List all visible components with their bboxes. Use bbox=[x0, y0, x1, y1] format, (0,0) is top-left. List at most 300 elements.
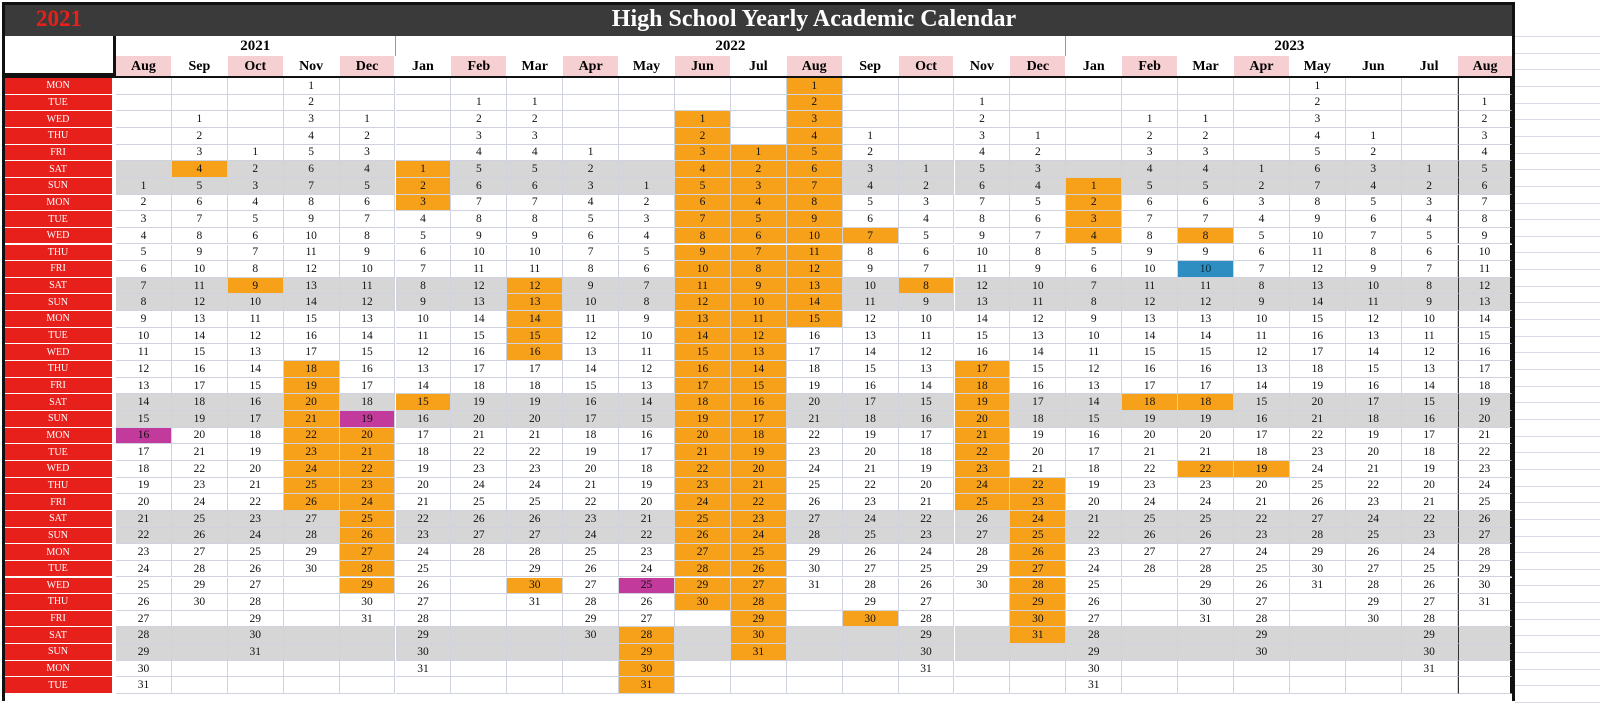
corner-year: 2021 bbox=[36, 6, 82, 31]
day-cell: 19 bbox=[1122, 411, 1178, 428]
day-cell: 11 bbox=[619, 344, 675, 361]
day-cell: 16 bbox=[1066, 428, 1122, 445]
day-cell: 2 bbox=[1234, 178, 1290, 195]
sheet-gridline bbox=[1515, 402, 1600, 403]
day-cell-empty bbox=[1290, 677, 1346, 694]
day-cell-empty bbox=[955, 677, 1011, 694]
day-cell-highlight: 22 bbox=[340, 461, 396, 478]
day-cell: 9 bbox=[1290, 211, 1346, 228]
day-cell: 22 bbox=[787, 428, 843, 445]
day-cell-empty bbox=[396, 78, 452, 95]
sheet-gridline bbox=[1515, 219, 1600, 220]
day-cell: 21 bbox=[1066, 511, 1122, 528]
day-cell-empty bbox=[843, 677, 899, 694]
day-cell-empty bbox=[1290, 661, 1346, 678]
day-cell: 6 bbox=[1402, 245, 1458, 262]
year-header: 2022 bbox=[396, 36, 1067, 56]
day-cell: 20 bbox=[228, 461, 284, 478]
day-cell-highlight: 16 bbox=[675, 361, 731, 378]
day-cell: 8 bbox=[1458, 211, 1514, 228]
day-cell-empty bbox=[340, 78, 396, 95]
day-cell-highlight: 21 bbox=[955, 428, 1011, 445]
day-cell-highlight: 26 bbox=[731, 561, 787, 578]
day-cell: 2 bbox=[284, 95, 340, 112]
day-cell: 9 bbox=[1458, 228, 1514, 245]
day-cell-empty bbox=[843, 644, 899, 661]
day-cell: 15 bbox=[116, 411, 172, 428]
weekday-label: THU bbox=[4, 478, 112, 495]
day-cell: 27 bbox=[284, 511, 340, 528]
sheet-gridline bbox=[1515, 69, 1600, 70]
weekday-label: THU bbox=[4, 361, 112, 378]
month-header: Mar bbox=[1178, 56, 1234, 77]
day-cell-empty bbox=[955, 78, 1011, 95]
sheet-gridline bbox=[1515, 486, 1600, 487]
sheet-gridline bbox=[1515, 252, 1600, 253]
month-header: Aug bbox=[787, 56, 843, 77]
day-cell: 27 bbox=[787, 511, 843, 528]
day-cell: 9 bbox=[1178, 245, 1234, 262]
day-cell: 3 bbox=[1402, 195, 1458, 212]
day-cell: 30 bbox=[1346, 611, 1402, 628]
day-cell: 24 bbox=[1122, 494, 1178, 511]
day-cell: 7 bbox=[955, 195, 1011, 212]
day-cell: 13 bbox=[1066, 378, 1122, 395]
day-cell-empty bbox=[172, 78, 228, 95]
weekday-label: TUE bbox=[4, 677, 112, 694]
weekday-label: THU bbox=[4, 128, 112, 145]
day-cell-empty bbox=[675, 627, 731, 644]
day-cell-empty bbox=[899, 128, 955, 145]
day-cell-highlight: 15 bbox=[507, 328, 563, 345]
day-cell-highlight: 16 bbox=[731, 394, 787, 411]
day-cell: 15 bbox=[619, 411, 675, 428]
day-cell: 4 bbox=[1458, 145, 1514, 162]
day-cell: 6 bbox=[116, 261, 172, 278]
sheet-gridline bbox=[1515, 86, 1600, 87]
day-cell-highlight: 6 bbox=[787, 161, 843, 178]
day-cell: 3 bbox=[116, 211, 172, 228]
day-cell: 30 bbox=[787, 561, 843, 578]
day-cell-highlight: 15 bbox=[396, 394, 452, 411]
day-cell-empty bbox=[1122, 578, 1178, 595]
day-cell: 2 bbox=[451, 111, 507, 128]
day-cell: 8 bbox=[172, 228, 228, 245]
header-divider bbox=[2, 76, 1515, 78]
day-cell: 6 bbox=[955, 178, 1011, 195]
day-cell: 10 bbox=[1010, 278, 1066, 295]
day-cell: 5 bbox=[1290, 145, 1346, 162]
day-cell: 7 bbox=[284, 178, 340, 195]
sheet-gridline bbox=[1515, 669, 1600, 670]
day-cell: 23 bbox=[1458, 461, 1514, 478]
day-cell-empty bbox=[843, 78, 899, 95]
day-cell: 20 bbox=[899, 478, 955, 495]
day-cell-empty bbox=[284, 661, 340, 678]
day-cell: 7 bbox=[619, 278, 675, 295]
day-cell-empty bbox=[675, 78, 731, 95]
day-cell: 20 bbox=[1066, 494, 1122, 511]
day-cell: 18 bbox=[451, 378, 507, 395]
sheet-gridline bbox=[1515, 602, 1600, 603]
day-cell-empty bbox=[619, 95, 675, 112]
day-cell: 19 bbox=[116, 478, 172, 495]
day-cell-highlight: 10 bbox=[787, 228, 843, 245]
day-cell: 7 bbox=[899, 261, 955, 278]
day-cell-empty bbox=[899, 111, 955, 128]
day-cell: 8 bbox=[451, 211, 507, 228]
corner-year-cell bbox=[2, 2, 116, 36]
day-cell: 31 bbox=[787, 578, 843, 595]
weekday-label: FRI bbox=[4, 494, 112, 511]
day-cell-empty bbox=[1010, 95, 1066, 112]
day-cell: 12 bbox=[451, 278, 507, 295]
day-cell: 16 bbox=[787, 328, 843, 345]
day-cell: 18 bbox=[1346, 411, 1402, 428]
day-cell: 21 bbox=[228, 478, 284, 495]
day-cell: 29 bbox=[284, 544, 340, 561]
day-cell-highlight: 19 bbox=[284, 378, 340, 395]
day-cell-highlight: 2 bbox=[675, 128, 731, 145]
day-cell: 28 bbox=[116, 627, 172, 644]
day-cell-highlight: 21 bbox=[284, 411, 340, 428]
day-cell: 21 bbox=[563, 478, 619, 495]
day-cell-highlight: 28 bbox=[675, 561, 731, 578]
day-cell: 24 bbox=[787, 461, 843, 478]
day-cell: 2 bbox=[843, 145, 899, 162]
weekday-label: MON bbox=[4, 544, 112, 561]
day-cell-highlight: 15 bbox=[787, 311, 843, 328]
day-cell-empty bbox=[116, 95, 172, 112]
day-cell: 19 bbox=[899, 461, 955, 478]
day-cell-highlight: 26 bbox=[1010, 544, 1066, 561]
day-cell-empty bbox=[787, 611, 843, 628]
day-cell: 21 bbox=[787, 411, 843, 428]
month-header: Jun bbox=[675, 56, 731, 77]
day-cell: 26 bbox=[563, 561, 619, 578]
day-cell: 27 bbox=[1346, 561, 1402, 578]
day-cell: 25 bbox=[1178, 511, 1234, 528]
day-cell: 27 bbox=[228, 578, 284, 595]
day-cell-empty bbox=[955, 627, 1011, 644]
day-cell: 21 bbox=[899, 494, 955, 511]
day-cell-highlight: 23 bbox=[1010, 494, 1066, 511]
day-cell-highlight: 26 bbox=[284, 494, 340, 511]
day-cell: 11 bbox=[284, 245, 340, 262]
day-cell: 14 bbox=[451, 311, 507, 328]
day-cell: 4 bbox=[1290, 128, 1346, 145]
day-cell: 30 bbox=[116, 661, 172, 678]
sheet-gridline bbox=[1515, 302, 1600, 303]
day-cell: 20 bbox=[396, 478, 452, 495]
day-cell: 20 bbox=[172, 428, 228, 445]
day-cell: 27 bbox=[507, 528, 563, 545]
day-cell: 16 bbox=[1346, 378, 1402, 395]
sheet-gridline bbox=[1515, 319, 1600, 320]
sheet-gridline bbox=[1515, 519, 1600, 520]
day-cell-highlight: 18 bbox=[284, 361, 340, 378]
day-cell-empty bbox=[1402, 111, 1458, 128]
day-cell-highlight: 3 bbox=[1066, 211, 1122, 228]
day-cell: 29 bbox=[1234, 627, 1290, 644]
day-cell: 6 bbox=[1290, 161, 1346, 178]
day-cell: 6 bbox=[1066, 261, 1122, 278]
day-cell-empty bbox=[1178, 661, 1234, 678]
month-header: Aug bbox=[1458, 56, 1514, 77]
day-cell-highlight: 26 bbox=[340, 528, 396, 545]
day-cell: 27 bbox=[172, 544, 228, 561]
year-header: 2023 bbox=[1066, 36, 1513, 56]
day-cell-empty bbox=[1346, 677, 1402, 694]
day-cell: 12 bbox=[1234, 344, 1290, 361]
day-cell: 15 bbox=[1010, 361, 1066, 378]
day-cell-empty bbox=[340, 661, 396, 678]
day-cell-highlight: 20 bbox=[284, 394, 340, 411]
day-cell: 10 bbox=[1290, 228, 1346, 245]
day-cell: 27 bbox=[899, 594, 955, 611]
day-cell-event: 25 bbox=[619, 578, 675, 595]
day-cell-highlight: 23 bbox=[955, 461, 1011, 478]
day-cell-empty bbox=[1122, 78, 1178, 95]
day-cell: 6 bbox=[1122, 195, 1178, 212]
day-cell-highlight: 12 bbox=[507, 278, 563, 295]
day-cell: 30 bbox=[228, 627, 284, 644]
day-cell-empty bbox=[955, 594, 1011, 611]
month-header: May bbox=[1290, 56, 1346, 77]
day-cell-empty bbox=[675, 661, 731, 678]
day-cell: 8 bbox=[1122, 228, 1178, 245]
day-cell: 10 bbox=[1402, 311, 1458, 328]
day-cell: 10 bbox=[116, 328, 172, 345]
day-cell: 5 bbox=[619, 245, 675, 262]
day-cell: 5 bbox=[116, 245, 172, 262]
day-cell: 25 bbox=[899, 561, 955, 578]
day-cell-highlight: 4 bbox=[731, 195, 787, 212]
sheet-gridline bbox=[1515, 286, 1600, 287]
day-cell: 26 bbox=[1290, 494, 1346, 511]
day-cell-highlight: 18 bbox=[1178, 394, 1234, 411]
day-cell: 21 bbox=[619, 511, 675, 528]
day-cell: 6 bbox=[1234, 245, 1290, 262]
day-cell: 10 bbox=[955, 245, 1011, 262]
day-cell: 19 bbox=[228, 444, 284, 461]
day-cell-empty bbox=[451, 661, 507, 678]
day-cell: 19 bbox=[1346, 428, 1402, 445]
day-cell: 9 bbox=[340, 245, 396, 262]
day-cell-highlight: 1 bbox=[1066, 178, 1122, 195]
day-cell: 28 bbox=[843, 578, 899, 595]
day-cell: 13 bbox=[843, 328, 899, 345]
day-cell: 4 bbox=[340, 161, 396, 178]
day-cell: 29 bbox=[1178, 578, 1234, 595]
day-cell-highlight: 10 bbox=[675, 261, 731, 278]
day-cell-empty bbox=[619, 128, 675, 145]
day-cell-empty bbox=[1234, 78, 1290, 95]
day-cell: 20 bbox=[116, 494, 172, 511]
day-cell: 7 bbox=[340, 211, 396, 228]
day-cell: 22 bbox=[1122, 461, 1178, 478]
day-cell-empty bbox=[1178, 644, 1234, 661]
day-cell-empty bbox=[1178, 78, 1234, 95]
day-cell: 12 bbox=[899, 344, 955, 361]
day-cell-event: 16 bbox=[116, 428, 172, 445]
day-cell: 1 bbox=[1402, 161, 1458, 178]
day-cell-empty bbox=[1066, 111, 1122, 128]
day-cell: 13 bbox=[1178, 311, 1234, 328]
day-cell: 3 bbox=[1290, 111, 1346, 128]
day-cell: 2 bbox=[899, 178, 955, 195]
day-cell: 11 bbox=[1458, 261, 1514, 278]
day-cell: 10 bbox=[1234, 311, 1290, 328]
month-header: Jan bbox=[396, 56, 452, 77]
calendar-border-left bbox=[2, 2, 5, 701]
day-cell: 17 bbox=[1458, 361, 1514, 378]
day-cell-empty bbox=[451, 594, 507, 611]
day-cell: 6 bbox=[1010, 211, 1066, 228]
day-cell-highlight: 9 bbox=[675, 245, 731, 262]
day-cell: 22 bbox=[563, 494, 619, 511]
day-cell-highlight: 15 bbox=[675, 344, 731, 361]
day-cell: 31 bbox=[507, 594, 563, 611]
day-cell-highlight: 23 bbox=[731, 511, 787, 528]
day-cell-highlight: 22 bbox=[1178, 461, 1234, 478]
day-cell-empty bbox=[899, 78, 955, 95]
day-cell: 7 bbox=[1346, 228, 1402, 245]
day-cell: 17 bbox=[1178, 378, 1234, 395]
day-cell: 31 bbox=[1178, 611, 1234, 628]
day-cell: 28 bbox=[1402, 611, 1458, 628]
day-cell: 3 bbox=[899, 195, 955, 212]
day-cell-highlight: 24 bbox=[675, 494, 731, 511]
day-cell: 18 bbox=[619, 461, 675, 478]
day-cell: 22 bbox=[1234, 511, 1290, 528]
month-header: Jan bbox=[1066, 56, 1122, 77]
day-cell-highlight: 30 bbox=[507, 578, 563, 595]
day-cell: 19 bbox=[1010, 428, 1066, 445]
day-cell-highlight: 7 bbox=[675, 211, 731, 228]
day-cell: 29 bbox=[1402, 627, 1458, 644]
day-cell: 8 bbox=[955, 211, 1011, 228]
day-cell-empty bbox=[787, 661, 843, 678]
day-cell: 4 bbox=[563, 195, 619, 212]
day-cell-highlight: 18 bbox=[675, 394, 731, 411]
day-cell: 15 bbox=[172, 344, 228, 361]
day-cell: 26 bbox=[787, 494, 843, 511]
day-cell: 29 bbox=[172, 578, 228, 595]
weekday-label: WED bbox=[4, 111, 112, 128]
day-cell-highlight: 8 bbox=[1178, 228, 1234, 245]
day-cell: 2 bbox=[619, 195, 675, 212]
day-cell: 12 bbox=[1290, 261, 1346, 278]
day-cell-empty bbox=[563, 661, 619, 678]
weekday-label: WED bbox=[4, 344, 112, 361]
day-cell: 31 bbox=[1458, 594, 1514, 611]
day-cell: 27 bbox=[955, 528, 1011, 545]
sheet-gridline bbox=[1515, 103, 1600, 104]
day-cell: 16 bbox=[1234, 411, 1290, 428]
day-cell-highlight: 24 bbox=[1010, 511, 1066, 528]
day-cell: 22 bbox=[228, 494, 284, 511]
day-cell: 5 bbox=[1178, 178, 1234, 195]
day-cell: 10 bbox=[507, 245, 563, 262]
day-cell-highlight: 3 bbox=[675, 145, 731, 162]
day-cell: 3 bbox=[451, 128, 507, 145]
day-cell-highlight: 29 bbox=[619, 644, 675, 661]
day-cell: 16 bbox=[1458, 344, 1514, 361]
day-cell: 16 bbox=[955, 344, 1011, 361]
day-cell-highlight: 1 bbox=[787, 78, 843, 95]
day-cell-highlight: 23 bbox=[340, 478, 396, 495]
day-cell: 17 bbox=[1346, 394, 1402, 411]
sheet-gridline bbox=[1515, 436, 1600, 437]
day-cell-highlight: 19 bbox=[955, 394, 1011, 411]
weekday-label: FRI bbox=[4, 261, 112, 278]
day-cell: 25 bbox=[1458, 494, 1514, 511]
day-cell-empty bbox=[1458, 78, 1514, 95]
day-cell-empty bbox=[1066, 78, 1122, 95]
day-cell: 13 bbox=[1122, 311, 1178, 328]
day-cell-empty bbox=[228, 661, 284, 678]
day-cell: 30 bbox=[1234, 644, 1290, 661]
day-cell: 17 bbox=[116, 444, 172, 461]
day-cell-highlight: 3 bbox=[396, 195, 452, 212]
sheet-gridline bbox=[1515, 269, 1600, 270]
day-cell: 29 bbox=[1066, 644, 1122, 661]
day-cell-empty bbox=[899, 677, 955, 694]
day-cell-highlight: 21 bbox=[675, 444, 731, 461]
day-cell: 20 bbox=[1346, 444, 1402, 461]
sheet-gridline bbox=[1515, 619, 1600, 620]
day-cell: 13 bbox=[1010, 328, 1066, 345]
day-cell-highlight: 28 bbox=[619, 627, 675, 644]
day-cell-empty bbox=[116, 145, 172, 162]
weekday-label: SAT bbox=[4, 394, 112, 411]
day-cell: 9 bbox=[1122, 245, 1178, 262]
day-cell: 10 bbox=[284, 228, 340, 245]
day-cell-highlight: 9 bbox=[787, 211, 843, 228]
day-cell: 11 bbox=[396, 328, 452, 345]
day-cell-empty bbox=[228, 95, 284, 112]
day-cell-empty bbox=[1066, 128, 1122, 145]
day-cell: 17 bbox=[899, 428, 955, 445]
day-cell: 8 bbox=[563, 261, 619, 278]
day-cell: 27 bbox=[1066, 611, 1122, 628]
weekday-label: TUE bbox=[4, 328, 112, 345]
day-cell: 30 bbox=[899, 644, 955, 661]
day-cell: 27 bbox=[1458, 528, 1514, 545]
day-cell: 4 bbox=[116, 228, 172, 245]
day-cell: 25 bbox=[1346, 528, 1402, 545]
day-cell: 23 bbox=[787, 444, 843, 461]
day-cell: 15 bbox=[1234, 394, 1290, 411]
day-cell: 4 bbox=[843, 178, 899, 195]
day-cell: 26 bbox=[228, 561, 284, 578]
day-cell: 31 bbox=[1066, 677, 1122, 694]
day-cell: 20 bbox=[787, 394, 843, 411]
day-cell-highlight: 4 bbox=[172, 161, 228, 178]
day-cell: 10 bbox=[1458, 245, 1514, 262]
sheet-gridline bbox=[1515, 452, 1600, 453]
day-cell-empty bbox=[1234, 95, 1290, 112]
day-cell: 17 bbox=[1290, 344, 1346, 361]
day-cell: 10 bbox=[1122, 261, 1178, 278]
day-cell-empty bbox=[1122, 644, 1178, 661]
day-cell-empty bbox=[116, 128, 172, 145]
day-cell: 28 bbox=[1178, 561, 1234, 578]
day-cell: 17 bbox=[172, 378, 228, 395]
day-cell: 5 bbox=[955, 161, 1011, 178]
day-cell: 27 bbox=[1402, 594, 1458, 611]
